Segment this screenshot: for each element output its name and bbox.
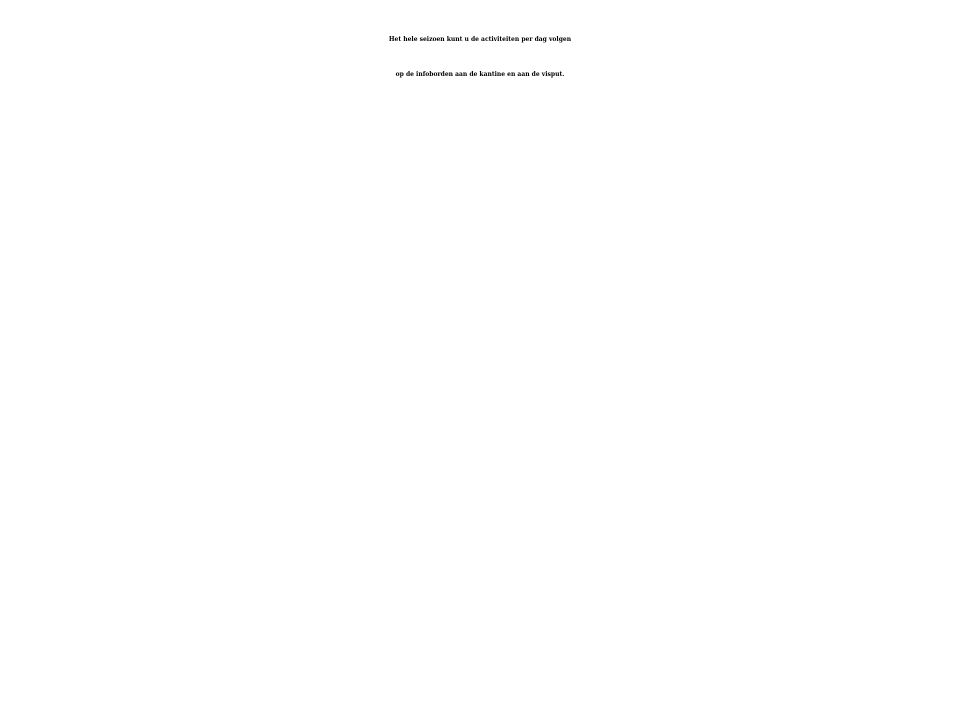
bestuur-jeugd-line-2 — [0, 497, 960, 523]
dijkvissen-line-2 — [0, 245, 960, 271]
kindervissen-line — [0, 625, 960, 651]
title-line-2: op de infoborden aan de kantine en aan de visput. — [395, 71, 565, 78]
datums-line-2 — [0, 368, 960, 394]
kruisboog-line — [0, 290, 960, 316]
slecht-weer-line-1 — [0, 548, 960, 574]
vragen-line — [0, 672, 960, 698]
datums-line-1 — [0, 342, 960, 368]
slecht-weer-line-2 — [0, 574, 960, 600]
title-line-1: Het hele seizoen kunt u de activiteiten per dag volgen — [388, 36, 572, 43]
dijkvissen-line-1 — [0, 219, 960, 245]
wedstrijden-line-2 — [0, 148, 960, 174]
wedstrijden-line-3 — [0, 174, 960, 200]
wedstrijden-line-1 — [0, 122, 960, 148]
bestuur-schutters-line — [0, 421, 960, 447]
bestuur-jeugd-line-1 — [0, 472, 960, 498]
